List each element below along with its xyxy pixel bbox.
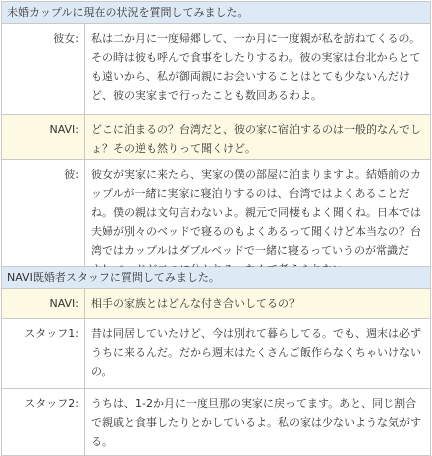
speaker-label: スタッフ2: [2, 389, 85, 455]
speaker-label: 彼: [2, 160, 85, 266]
table-row [2, 319, 430, 389]
table-row [2, 160, 430, 267]
speaker-label: NAVI: [2, 289, 85, 318]
row-text: 私は二か月に一度帰郷して、一か月に一度親が私を訪ねてくるの。その時は彼も呼んで食事をしたりするわ。彼の実家は台北からとても遠いから、私が御両親にお会いすることはとても少ないんだけど、彼の実家まで行ったことも数回あるわよ。 [91, 32, 421, 102]
row-text: 彼女が実家に来たら、実家の僕の部屋に泊まりますよ。結婚前のカップルが一緒に実家に寝泊りするのは、台湾ではよくあることだね。僕の親は文句言わないよ。親元で同棲もよく聞くね。日本では夫婦が別々のベッドで寝るのもよくあるって聞くけど本当なの？台湾ではカップルはダブルベッドで一緒に寝るっていうのが常識だ [91, 168, 421, 257]
row-text: どこに泊まるの？台湾だと、彼の家に宿泊するのは一般的なんでしょ？その逆も然りって聞くけど。 [91, 123, 421, 155]
section-header-married: NAVI既婚者スタッフに質問してみました。 [2, 267, 430, 289]
section-header-unmarried: 未婚カップルに現在の状況を質問してみました。 [2, 2, 430, 24]
row-text: 相手の家族とはどんな付き合いしてるの？ [91, 297, 300, 310]
row-text: うちは、1-2か月に一度旦那の実家に戻ってます。あと、同じ割合で親戚と食事したりとかしているよ。私の家は少ないような気がする。 [91, 397, 421, 448]
speaker-label: NAVI: [2, 115, 85, 159]
row-text: 昔は同居していたけど、今は別れて暮らしてる。でも、週末は必ずうちに来るんだ。だから週末はたくさんご飯作らなくちゃいけないの。 [91, 327, 421, 378]
table-row [2, 115, 430, 160]
speaker-label: 彼女: [2, 24, 85, 114]
interview-table [1, 1, 431, 456]
table-row [2, 389, 430, 455]
speaker-label: スタッフ1: [2, 319, 85, 388]
table-row [2, 289, 430, 319]
table-row [2, 24, 430, 115]
